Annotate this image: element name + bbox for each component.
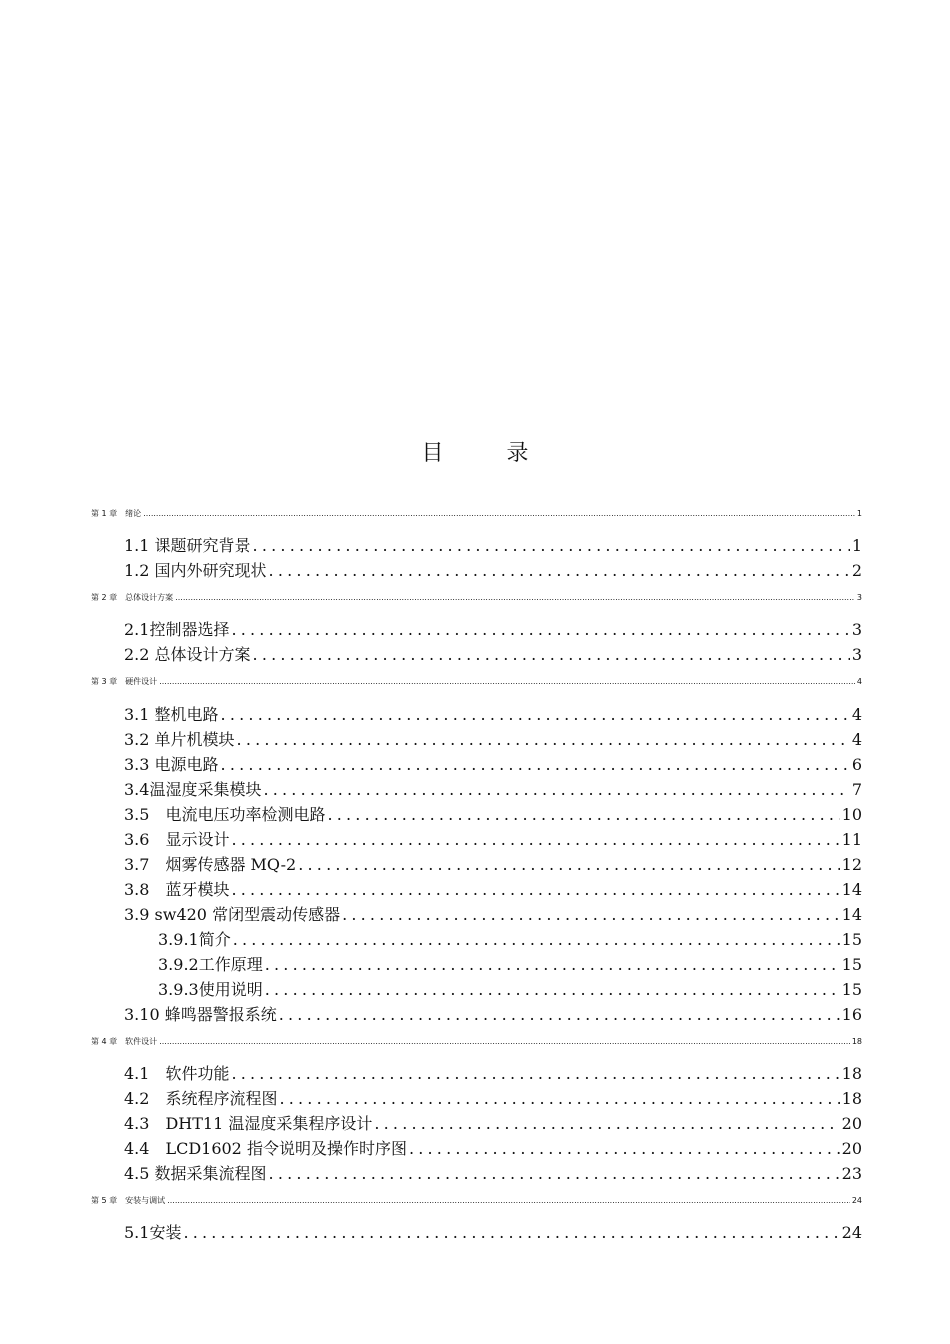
toc-entry-label: 3.9 sw420 常闭型震动传感器 (124, 905, 341, 924)
toc-entry-label: 第 5 章 安装与调试 (91, 1196, 166, 1205)
toc-leader-dots (265, 980, 840, 999)
toc-entry-label: 5.1安装 (124, 1223, 182, 1242)
toc-leader-dots (159, 677, 855, 686)
toc-entry-label: 1.2 国内外研究现状 (124, 561, 267, 580)
toc-page-number: 4 (851, 705, 862, 724)
toc-entry-subsection[interactable] (158, 927, 862, 949)
toc-entry-label: 3.1 整机电路 (124, 705, 219, 724)
toc-leader-dots (167, 1196, 850, 1205)
toc-entry-label: 第 2 章 总体设计方案 (91, 593, 174, 602)
toc-page-number: 1 (851, 536, 862, 555)
toc-entry-label: 3.8 蓝牙模块 (124, 880, 230, 899)
toc-page-number: 3 (856, 593, 862, 602)
toc-entry-subsection[interactable] (158, 977, 862, 999)
toc-entry-section[interactable] (124, 1111, 862, 1133)
toc-leader-dots (298, 855, 839, 874)
toc-page-number: 20 (841, 1139, 862, 1158)
toc-leader-dots (159, 1037, 850, 1046)
toc-entry-section[interactable] (124, 777, 862, 799)
toc-entry-section[interactable] (124, 902, 862, 924)
toc-page-number: 12 (841, 855, 862, 874)
toc-leader-dots (253, 536, 850, 555)
toc-entry-label: 3.4温湿度采集模块 (124, 780, 262, 799)
toc-entry-label: 1.1 课题研究背景 (124, 536, 251, 555)
toc-leader-dots (231, 1064, 839, 1083)
toc-page-number: 16 (841, 1005, 862, 1024)
toc-page-number: 18 (841, 1089, 862, 1108)
toc-page-number: 1 (856, 509, 862, 518)
toc-entry-label: 3.7 烟雾传感器 MQ-2 (124, 855, 297, 874)
toc-leader-dots (231, 620, 849, 639)
toc-leader-dots (279, 1089, 839, 1108)
toc-entry-chapter[interactable] (91, 1195, 862, 1207)
toc-entry-section[interactable] (124, 1086, 862, 1108)
toc-leader-dots (143, 509, 855, 518)
toc-page-number: 10 (841, 805, 862, 824)
toc-entry-section[interactable] (124, 642, 862, 664)
toc-page-number: 4 (851, 730, 862, 749)
toc-leader-dots (231, 830, 839, 849)
toc-leader-dots (327, 805, 839, 824)
toc-entry-label: 4.4 LCD1602 指令说明及操作时序图 (124, 1139, 407, 1158)
toc-entry-chapter[interactable] (91, 676, 862, 688)
toc-leader-dots (183, 1223, 839, 1242)
toc-entry-section[interactable] (124, 727, 862, 749)
toc-leader-dots (253, 645, 850, 664)
toc-leader-dots (269, 1164, 840, 1183)
toc-leader-dots (269, 561, 850, 580)
toc-entry-label: 3.10 蜂鸣器警报系统 (124, 1005, 277, 1024)
toc-entry-section[interactable] (124, 702, 862, 724)
toc-entry-label: 3.9.3使用说明 (158, 980, 263, 999)
toc-entry-section[interactable] (124, 1161, 862, 1183)
toc-entry-section[interactable] (124, 533, 862, 555)
toc-entry-label: 3.9.2工作原理 (158, 955, 263, 974)
toc-entry-chapter[interactable] (91, 508, 862, 520)
toc-entry-chapter[interactable] (91, 592, 862, 604)
toc-entry-label: 4.1 软件功能 (124, 1064, 230, 1083)
toc-page-number: 11 (841, 830, 862, 849)
toc-page-number: 18 (841, 1064, 862, 1083)
toc-leader-dots (175, 593, 855, 602)
toc-page-number: 3 (851, 645, 862, 664)
toc-entry-chapter[interactable] (91, 1036, 862, 1048)
toc-page-number: 23 (841, 1164, 862, 1183)
toc-leader-dots (374, 1114, 839, 1133)
toc-page-number: 24 (851, 1196, 862, 1205)
toc-entry-label: 2.1控制器选择 (124, 620, 230, 639)
toc-entry-section[interactable] (124, 852, 862, 874)
toc-entry-label: 3.3 电源电路 (124, 755, 219, 774)
toc-leader-dots (221, 705, 850, 724)
toc-entry-section[interactable] (124, 752, 862, 774)
toc-entry-section[interactable] (124, 827, 862, 849)
toc-leader-dots (221, 755, 850, 774)
toc-entry-label: 4.5 数据采集流程图 (124, 1164, 267, 1183)
toc-leader-dots (263, 780, 849, 799)
toc-entry-label: 4.2 系统程序流程图 (124, 1089, 278, 1108)
toc-page-number: 6 (851, 755, 862, 774)
toc-entry-section[interactable] (124, 1061, 862, 1083)
toc-entry-label: 第 3 章 硬件设计 (91, 677, 158, 686)
toc-entry-section[interactable] (124, 877, 862, 899)
toc-page-number: 15 (841, 980, 862, 999)
toc-page-number: 20 (841, 1114, 862, 1133)
toc-page-number: 18 (851, 1037, 862, 1046)
toc-page-number: 14 (841, 880, 862, 899)
toc-entry-label: 第 1 章 绪论 (91, 509, 142, 518)
toc-page-number: 2 (851, 561, 862, 580)
toc-leader-dots (231, 880, 839, 899)
toc-entry-label: 4.3 DHT11 温湿度采集程序设计 (124, 1114, 373, 1133)
toc-entry-label: 3.9.1简介 (158, 930, 231, 949)
toc-entry-section[interactable] (124, 1220, 862, 1242)
toc-leader-dots (237, 730, 850, 749)
toc-leader-dots (265, 955, 840, 974)
toc-page-number: 7 (851, 780, 862, 799)
toc-page-number: 3 (851, 620, 862, 639)
toc-page-number: 14 (841, 905, 862, 924)
toc-entry-section[interactable] (124, 1002, 862, 1024)
toc-entry-label: 3.6 显示设计 (124, 830, 230, 849)
toc-entry-section[interactable] (124, 1136, 862, 1158)
toc-entry-section[interactable] (124, 617, 862, 639)
toc-entry-section[interactable] (124, 802, 862, 824)
toc-entry-label: 2.2 总体设计方案 (124, 645, 251, 664)
toc-leader-dots (233, 930, 840, 949)
toc-page-number: 24 (841, 1223, 862, 1242)
toc-entry-section[interactable] (124, 558, 862, 580)
toc-leader-dots (279, 1005, 840, 1024)
page-title: 目 录 (421, 441, 557, 466)
toc-entry-subsection[interactable] (158, 952, 862, 974)
toc-entry-label: 3.2 单片机模块 (124, 730, 235, 749)
toc-leader-dots (342, 905, 840, 924)
toc-page-number: 15 (841, 955, 862, 974)
toc-page-number: 15 (841, 930, 862, 949)
toc-leader-dots (409, 1139, 840, 1158)
toc-entry-label: 3.5 电流电压功率检测电路 (124, 805, 326, 824)
toc-page-number: 4 (856, 677, 862, 686)
toc-entry-label: 第 4 章 软件设计 (91, 1037, 158, 1046)
